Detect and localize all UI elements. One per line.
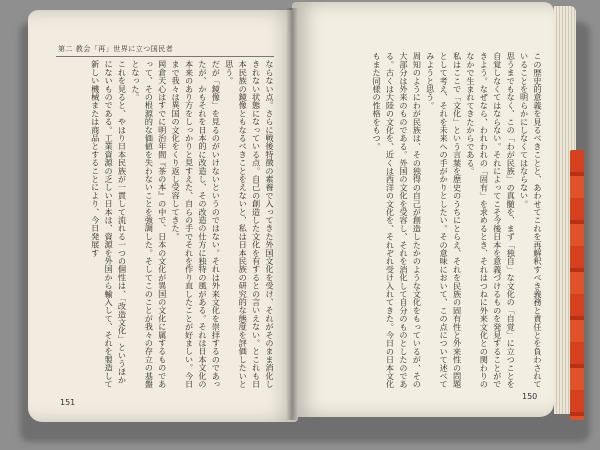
right-page-text: この歴史的意義を見るべきことと、あわせてこれを再解釈すべき義務と責任とを負わされていることを明らかにしなくてはならない。 思うまでもなく、この「わが民族」の真髄を、まず「独自」な文化の「自覚」に立つことを自覚しなくてはならない。それによってこそ今後日本を意義づけるものを発見することができよう。なぜなら、われわれの「固有」を求めるとき、それはつねに外来文化との関わりのなかで生まれてきたからである。 私はここで「文化」という言葉を歴史のうちにとらえ、それを民族の固有性と外来性の問題として考え、それを未来への手がかりとしたい。その意味において、この点について述べてみようと思う。 周知のようにわが民族は、その独得の自己が創造したかのような文化をもっているが、その大部分は外来のものである。外国の文化を受容し、それを消化して自分のものとしたのである。古くは大陸の文化を、近くは西洋の文化を、それぞれ受け入れてきた。今日の日本文化もまた同様の性格をもつ。 xyxy=(372,52,543,389)
book-spine xyxy=(286,8,298,420)
left-page-text: ならない点。さらに戦後特徴の素養で入ってきた外国文化を受け、それがそのまま消化しきれない状態になっている点。自己の創造した文化を有するとの言いえない。とこれも日本民族の鏡像ともなるべきことをえないと、私は日本民族の研究的な態度を評価したいと思う。 だが「鏡像」を見るのがいけないというのではない。それは外来文化を崇拝するのであったが、かもそれを日本的に改造し、その改造の仕方に独特の風がある。それは日本文化の本来のあり方をしっかりと見すえた、自らの手でそれを作り直したことが好ましい。今日まで我々は異国の文化をくり返し受容してきた。 岡倉天心はすでに明治年間『茶の本』の中で、日本の文化が異国の文化に属するものであって、その根源的な価値を失わないことを強調した。そしてこのことが我々の存立の基盤となった。 これを見ると、やはり日本民族が一貫して流れる一つの個性は、「改造文化」というほかにないものである。工業資源の乏しい日本は、資源を外国から輸入して、それを製造して新しい機械または商品とすることにより、今日発展す xyxy=(90,60,275,388)
header-rule xyxy=(56,56,274,57)
left-page-number: 151 xyxy=(60,398,76,407)
running-head: 第二 教会「再」世界に立つ国民者 xyxy=(58,45,174,53)
red-bookmark xyxy=(570,150,584,420)
right-page-number: 150 xyxy=(522,392,538,401)
